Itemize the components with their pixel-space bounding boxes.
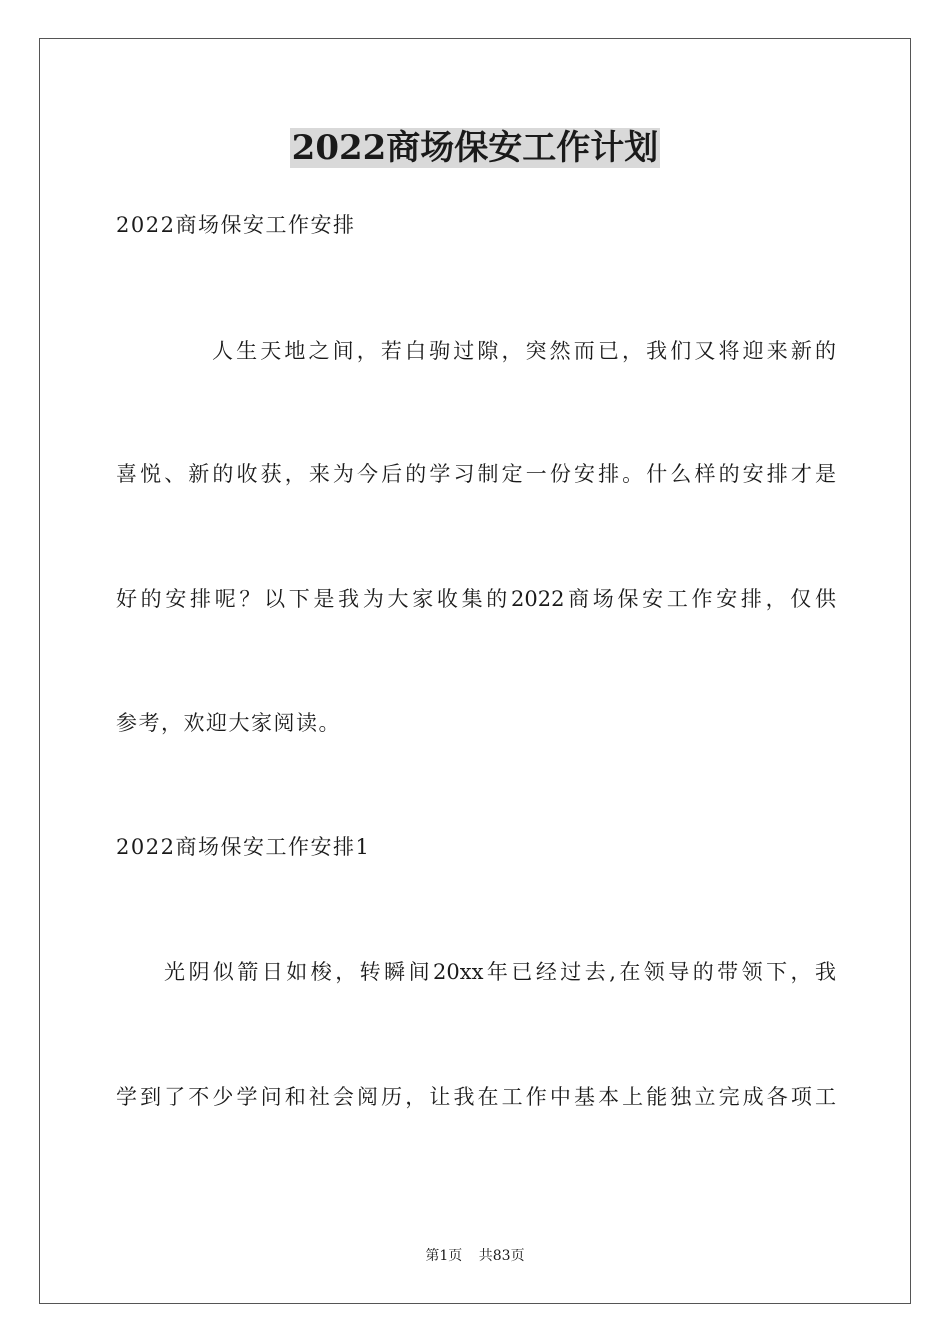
paragraph-line: 人生天地之间，若白驹过隙，突然而已，我们又将迎来新的 [212,339,836,363]
paragraph-line: 学到了不少学问和社会阅历，让我在工作中基本上能独立完成各项工 [116,1085,836,1109]
paragraph-line: 参考，欢迎大家阅读。 [116,711,341,735]
document-title-text: 2022商场保安工作计划 [291,128,659,168]
paragraph-line: 好的安排呢？以下是我为大家收集的2022商场保安工作安排，仅供 [116,587,836,611]
page-total: 共83页 [478,1248,525,1264]
paragraph-line: 喜悦、新的收获，来为今后的学习制定一份安排。什么样的安排才是 [116,462,836,486]
document-title [0,126,950,170]
page-footer [0,1246,950,1266]
document-subtitle: 2022商场保安工作安排 [116,213,356,237]
section-heading: 2022商场保安工作安排1 [116,835,371,859]
paragraph-line: 光阴似箭日如梭，转瞬间20xx年已经过去,在领导的带领下，我 [164,960,836,984]
page-number: 第1页 [425,1248,463,1264]
